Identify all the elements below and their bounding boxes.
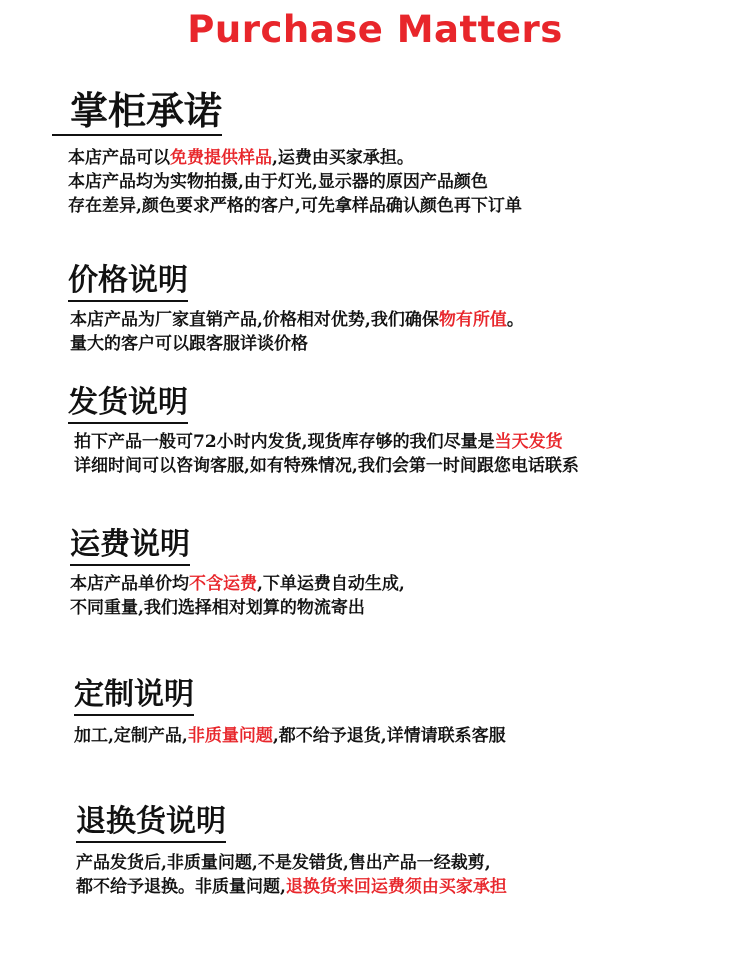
text-line: 存在差异,颜色要求严格的客户,可先拿样品确认颜色再下订单 [68, 196, 522, 216]
section-shipping [68, 384, 579, 478]
text-line: 拍下产品一般可72小时内发货,现货库存够的我们尽量是当天发货 [74, 432, 563, 452]
section-returns [76, 803, 507, 899]
section-heading: 退换货说明 [76, 803, 226, 843]
text-line: 不同重量,我们选择相对划算的物流寄出 [70, 598, 365, 618]
text-line: 本店产品可以免费提供样品,运费由买家承担。 [68, 148, 414, 168]
text-line: 产品发货后,非质量问题,不是发错货,售出产品一经裁剪, [76, 853, 491, 873]
text-line: 都不给予退换。非质量问题,退换货来回运费须由买家承担 [76, 877, 507, 897]
section-promise [52, 88, 522, 218]
text-line: 量大的客户可以跟客服详谈价格 [70, 334, 308, 354]
banner-title: Purchase Matters [187, 8, 563, 51]
highlight-text: 非质量问题 [187, 726, 273, 746]
highlight-text: 免费提供样品 [170, 148, 272, 168]
text-line: 本店产品为厂家直销产品,价格相对优势,我们确保物有所值。 [70, 310, 524, 330]
section-heading: 定制说明 [74, 676, 194, 716]
text-line: 加工,定制产品,非质量问题,都不给予退货,详情请联系客服 [74, 726, 506, 746]
cropped-top-heading [0, 0, 750, 8]
section-heading: 运费说明 [70, 526, 190, 566]
highlight-text: 退换货来回运费须由买家承担 [285, 877, 507, 897]
section-freight [70, 526, 405, 620]
highlight-text: 当天发货 [494, 432, 563, 452]
section-heading: 发货说明 [68, 384, 188, 424]
section-heading: 价格说明 [68, 262, 188, 302]
section-price [68, 262, 524, 356]
highlight-text: 物有所值 [438, 310, 507, 330]
section-heading: 掌柜承诺 [52, 88, 222, 136]
text-line: 本店产品单价均不含运费,下单运费自动生成, [70, 574, 405, 594]
highlight-text: 不含运费 [189, 574, 257, 594]
text-line: 详细时间可以咨询客服,如有特殊情况,我们会第一时间跟您电话联系 [74, 456, 579, 476]
text-line: 本店产品均为实物拍摄,由于灯光,显示器的原因产品颜色 [68, 172, 488, 192]
section-custom [74, 676, 506, 748]
